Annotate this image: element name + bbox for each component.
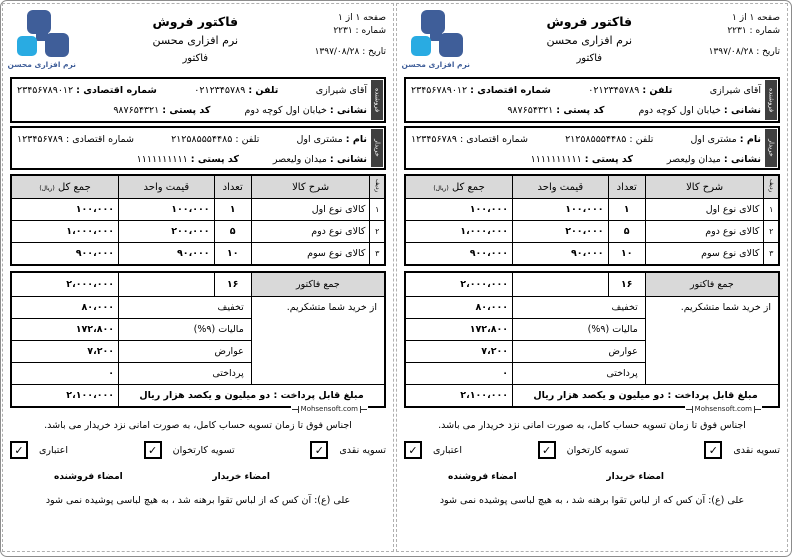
payment-option-card [538,441,629,459]
col-header-row-number-text: ردیف [768,178,775,193]
logo-squares-icon [14,9,72,59]
buyer-row-1 [17,129,367,149]
title-block [546,9,632,75]
payment-option-credit-label: اعتباری [433,444,462,456]
invoice-header [7,9,386,75]
payable-amount: ۲،۱۰۰،۰۰۰ [11,385,119,408]
seller-signature-label: امضاء فروشنده [448,472,517,482]
item-unit-price: ۹۰،۰۰۰ [513,243,609,266]
seller-phone-label: تلفن : [248,84,279,96]
buyer-row-2 [17,149,367,169]
watermark-line-right [686,409,692,410]
item-qty: ۵ [214,221,251,243]
thanks-message: از خرید شما متشکریم. [645,297,779,385]
paid-value: ۰ [405,363,513,385]
buyer-economic-code-label: شماره اقتصادی : [459,133,528,145]
discount-value: ۸۰،۰۰۰ [11,297,119,319]
item-description: کالای نوع اول [251,199,370,221]
buyer-name [690,134,761,145]
payment-option-credit [10,441,68,459]
payment-option-cash-label: تسویه نقدی [733,444,780,456]
duties-label: عوارض [513,341,646,363]
totals-section [10,271,386,413]
cash-checkbox: ✓ [704,441,722,459]
credit-checkbox: ✓ [404,441,422,459]
summary-line-row [405,297,779,319]
item-total: ۹۰۰،۰۰۰ [405,243,513,266]
invoice-total-row [405,272,779,297]
logo-text: نرم افزاری محسن [401,60,470,69]
buyer-phone-label: تلفن : [235,133,260,145]
payment-option-card-label: تسویه کارتخوان [566,444,629,456]
item-row-number: ۱ [370,199,385,221]
invoice-date-label: تاریخ : [362,47,386,57]
buyer-economic-code-value: ۱۲۳۴۵۶۷۸۹ [17,133,63,145]
payment-option-card-label: تسویه کارتخوان [172,444,235,456]
consignment-note: اجناس فوق تا زمان تسویه حساب کامل، به صورت امانی نزد خریدار می باشد. [44,420,352,431]
logo-light-square [411,36,431,56]
item-description: کالای نوع دوم [251,221,370,243]
paid-value: ۰ [11,363,119,385]
payment-option-cash [704,441,780,459]
buyer-address-value: میدان ولیعصر [666,153,721,165]
payment-options-row [404,441,780,459]
item-description: کالای نوع دوم [645,221,764,243]
watermark-line-left [755,409,761,410]
invoice-number [709,26,780,36]
buyer-name-value: مشتری اول [296,133,343,145]
seller-address-value: خیابان اول کوچه دوم [638,104,721,116]
invoice-date-value: ۱۳۹۷/۰۸/۲۸ [314,47,360,57]
company-name: نرم افزاری محسن [546,34,633,47]
buyer-economic-code [411,134,528,145]
item-row-number: ۳ [764,243,779,266]
col-header-total-text: جمع کل [57,181,91,193]
col-header-qty: تعداد [608,175,645,199]
item-description: کالای نوع اول [645,199,764,221]
col-header-row-number [764,175,779,199]
payable-row [405,385,779,408]
item-qty: ۱ [214,199,251,221]
buyer-box [10,126,386,170]
tax-label: مالیات (۹%) [119,319,252,341]
item-qty: ۱۰ [608,243,645,266]
payment-option-cash [310,441,386,459]
buyer-postal-code [531,154,633,165]
cash-checkbox: ✓ [310,441,328,459]
payable-label-text: مبلغ قابل پرداخت : [667,390,758,401]
seller-postal-code-label: کد پستی : [162,104,211,116]
seller-side-tab: فروشنده [371,80,383,120]
seller-phone [194,85,278,96]
col-header-total-unit: (ریال) [39,184,55,192]
buyer-phone-value: ۲۱۲۵۸۵۵۵۴۴۸۵ [171,133,233,145]
item-row [405,221,779,243]
buyer-address-value: میدان ولیعصر [272,153,327,165]
logo-dark-square-top [421,10,445,34]
col-header-unit-price: قیمت واحد [119,175,215,199]
item-row-number: ۱ [764,199,779,221]
totals-section [404,271,780,413]
buyer-phone-label: تلفن : [629,133,654,145]
items-table [10,174,386,266]
item-unit-price: ۲۰۰،۰۰۰ [119,221,215,243]
item-unit-price: ۱۰۰،۰۰۰ [513,199,609,221]
seller-row-2 [17,100,367,120]
buyer-box [404,126,780,170]
item-total: ۹۰۰،۰۰۰ [11,243,119,266]
invoice-number [315,26,386,36]
buyer-signature-label: امضاء خریدار [606,472,664,482]
card-checkbox: ✓ [538,441,556,459]
logo-dark-square-bottom [45,33,69,57]
items-table [404,174,780,266]
seller-address-value: خیابان اول کوچه دوم [244,104,327,116]
items-header-row [11,175,385,199]
watermark-cap-right [692,406,693,413]
item-row [405,199,779,221]
buyer-economic-code [17,134,134,145]
seller-economic-code [17,85,157,96]
item-total: ۱۰۰،۰۰۰ [405,199,513,221]
discount-value: ۸۰،۰۰۰ [405,297,513,319]
seller-postal-code-value: ۹۸۷۶۵۴۳۲۱ [113,104,160,116]
watermark-cap-left [754,406,755,413]
doc-type: فاکتور [576,53,603,64]
invoice-total-qty: ۱۶ [608,272,645,297]
payable-amount-words: دو میلیون و یکصد هزار ریال [533,390,665,401]
thanks-message: از خرید شما متشکریم. [251,297,385,385]
col-header-total [11,175,119,199]
item-row [11,199,385,221]
buyer-name [296,134,367,145]
invoice-total-amount: ۲،۰۰۰،۰۰۰ [11,272,119,297]
seller-address [244,105,367,116]
invoice-number-label: شماره : [355,26,386,36]
credit-checkbox: ✓ [10,441,28,459]
seller-phone-value: ۰۲۱۲۳۴۵۷۸۹ [588,84,640,96]
seller-name: آقای شیرازی [709,84,761,96]
invoice-number-label: شماره : [749,26,780,36]
invoice-copy-2 [396,3,788,552]
item-qty: ۱ [608,199,645,221]
seller-economic-code-value: ۲۳۴۵۶۷۸۹۰۱۲ [17,84,74,96]
buyer-name-label: نام : [345,133,367,145]
buyer-phone [565,134,653,145]
buyer-side-tab: خریدار [371,129,383,167]
signatures-row [404,472,780,482]
footer-quote: علی (ع): آن کس که از لباس تقوا برهنه شد ، به هیچ لباسی پوشیده نمی شود [45,495,351,506]
seller-postal-code [507,105,604,116]
seller-phone [588,85,672,96]
watermark-text: Mohsensoft.com [300,405,358,413]
tax-value: ۱۷۲،۸۰۰ [11,319,119,341]
page-info: صفحه ۱ از ۱ [338,13,386,23]
seller-side-tab: فروشنده [765,80,777,120]
invoice-copy-1 [2,3,394,552]
logo-dark-square-bottom [439,33,463,57]
logo-dark-square-top [27,10,51,34]
payable-row [11,385,385,408]
col-header-row-number [370,175,385,199]
discount-label: تخفیف [119,297,252,319]
col-header-total-unit: (ریال) [433,184,449,192]
invoice-date-value: ۱۳۹۷/۰۸/۲۸ [708,47,754,57]
item-row [11,221,385,243]
item-total: ۱۰۰،۰۰۰ [11,199,119,221]
buyer-economic-code-value: ۱۲۳۴۵۶۷۸۹ [411,133,457,145]
invoice [7,9,386,546]
seller-phone-label: تلفن : [642,84,673,96]
invoice [401,9,780,546]
invoice-total-label: جمع فاکتور [251,272,385,297]
discount-label: تخفیف [513,297,646,319]
item-row-number: ۲ [370,221,385,243]
item-description: کالای نوع سوم [645,243,764,266]
seller-postal-code [113,105,210,116]
invoice-date [709,47,780,57]
item-total: ۱،۰۰۰،۰۰۰ [11,221,119,243]
invoice-total-row [11,272,385,297]
seller-economic-code-label: شماره اقتصادی : [76,84,157,96]
watermark-line-left [361,409,367,410]
invoice-total-label: جمع فاکتور [645,272,779,297]
invoice-title: فاکتور فروش [546,14,633,29]
item-unit-price: ۲۰۰،۰۰۰ [513,221,609,243]
watermark-cap-left [360,406,361,413]
tax-value: ۱۷۲،۸۰۰ [405,319,513,341]
seller-name: آقای شیرازی [315,84,367,96]
duties-label: عوارض [119,341,252,363]
buyer-postal-code [137,154,239,165]
company-logo [7,9,76,75]
col-header-total [405,175,513,199]
seller-address-label: نشانی : [723,104,761,116]
col-header-row-number-text: ردیف [374,178,381,193]
buyer-address-label: نشانی : [723,153,761,165]
invoice-header [401,9,780,75]
payable-amount-words: دو میلیون و یکصد هزار ریال [139,390,271,401]
payment-option-card [144,441,235,459]
buyer-signature-label: امضاء خریدار [212,472,270,482]
invoice-total-qty: ۱۶ [214,272,251,297]
company-logo [401,9,470,75]
item-row-number: ۲ [764,221,779,243]
invoice-number-value: ۲۲۳۱ [727,26,747,36]
watermark-text: Mohsensoft.com [694,405,752,413]
seller-economic-code-value: ۲۳۴۵۶۷۸۹۰۱۲ [411,84,468,96]
buyer-address [273,154,367,165]
seller-row-1 [411,80,761,100]
page-meta [315,9,386,75]
item-row-number: ۳ [370,243,385,266]
duties-value: ۷،۲۰۰ [405,341,513,363]
watermark-cap-right [298,406,299,413]
card-checkbox: ✓ [144,441,162,459]
item-row [11,243,385,266]
logo-light-square [17,36,37,56]
logo-text: نرم افزاری محسن [7,60,76,69]
duties-value: ۷،۲۰۰ [11,341,119,363]
logo-squares-icon [408,9,466,59]
item-total: ۱،۰۰۰،۰۰۰ [405,221,513,243]
seller-economic-code [411,85,551,96]
payable-label-text: مبلغ قابل پرداخت : [273,390,364,401]
consignment-note: اجناس فوق تا زمان تسویه حساب کامل، به صورت امانی نزد خریدار می باشد. [438,420,746,431]
seller-postal-code-label: کد پستی : [556,104,605,116]
seller-address-label: نشانی : [329,104,367,116]
payment-options-row [10,441,386,459]
col-header-qty: تعداد [214,175,251,199]
paid-label: پرداختی [513,363,646,385]
watermark [685,406,762,413]
seller-signature-label: امضاء فروشنده [54,472,123,482]
invoice-total-empty-cell [513,272,609,297]
item-qty: ۵ [608,221,645,243]
invoice-number-value: ۲۲۳۱ [333,26,353,36]
seller-box [404,77,780,123]
totals-table [10,271,386,408]
payment-option-cash-label: تسویه نقدی [339,444,386,456]
watermark [291,406,368,413]
paid-label: پرداختی [119,363,252,385]
watermark-line-right [292,409,298,410]
item-qty: ۱۰ [214,243,251,266]
item-row [405,243,779,266]
col-header-description: شرح کالا [645,175,764,199]
items-header-row [405,175,779,199]
invoice-date [315,47,386,57]
page-info: صفحه ۱ از ۱ [732,13,780,23]
item-description: کالای نوع سوم [251,243,370,266]
buyer-name-label: نام : [739,133,761,145]
page-meta [709,9,780,75]
col-header-description: شرح کالا [251,175,370,199]
buyer-phone-value: ۲۱۲۵۸۵۵۵۴۴۸۵ [565,133,627,145]
footer-quote: علی (ع): آن کس که از لباس تقوا برهنه شد ، به هیچ لباسی پوشیده نمی شود [439,495,745,506]
seller-postal-code-value: ۹۸۷۶۵۴۳۲۱ [507,104,554,116]
buyer-name-value: مشتری اول [690,133,737,145]
payment-option-credit-label: اعتباری [39,444,68,456]
col-header-total-text: جمع کل [451,181,485,193]
invoice-total-empty-cell [119,272,215,297]
buyer-postal-code-label: کد پستی : [190,153,239,165]
payment-option-credit [404,441,462,459]
seller-box [10,77,386,123]
payable-label [513,385,779,408]
seller-row-1 [17,80,367,100]
item-unit-price: ۹۰،۰۰۰ [119,243,215,266]
doc-type: فاکتور [182,53,209,64]
item-unit-price: ۱۰۰،۰۰۰ [119,199,215,221]
buyer-side-tab: خریدار [765,129,777,167]
buyer-postal-code-value: ۱۱۱۱۱۱۱۱۱۱ [530,153,582,165]
totals-table [404,271,780,408]
seller-economic-code-label: شماره اقتصادی : [470,84,551,96]
invoice-date-label: تاریخ : [756,47,780,57]
invoice-total-amount: ۲،۰۰۰،۰۰۰ [405,272,513,297]
title-block [152,9,238,75]
buyer-postal-code-label: کد پستی : [584,153,633,165]
buyer-postal-code-value: ۱۱۱۱۱۱۱۱۱۱ [136,153,188,165]
col-header-unit-price: قیمت واحد [513,175,609,199]
seller-address [638,105,761,116]
tax-label: مالیات (۹%) [513,319,646,341]
company-name: نرم افزاری محسن [152,34,239,47]
buyer-address-label: نشانی : [329,153,367,165]
summary-line-row [11,297,385,319]
buyer-address [667,154,761,165]
invoice-title: فاکتور فروش [152,14,239,29]
buyer-row-1 [411,129,761,149]
payable-amount: ۲،۱۰۰،۰۰۰ [405,385,513,408]
seller-phone-value: ۰۲۱۲۳۴۵۷۸۹ [194,84,246,96]
buyer-row-2 [411,149,761,169]
signatures-row [10,472,386,482]
seller-row-2 [411,100,761,120]
buyer-economic-code-label: شماره اقتصادی : [65,133,134,145]
payable-label [119,385,385,408]
buyer-phone [171,134,259,145]
